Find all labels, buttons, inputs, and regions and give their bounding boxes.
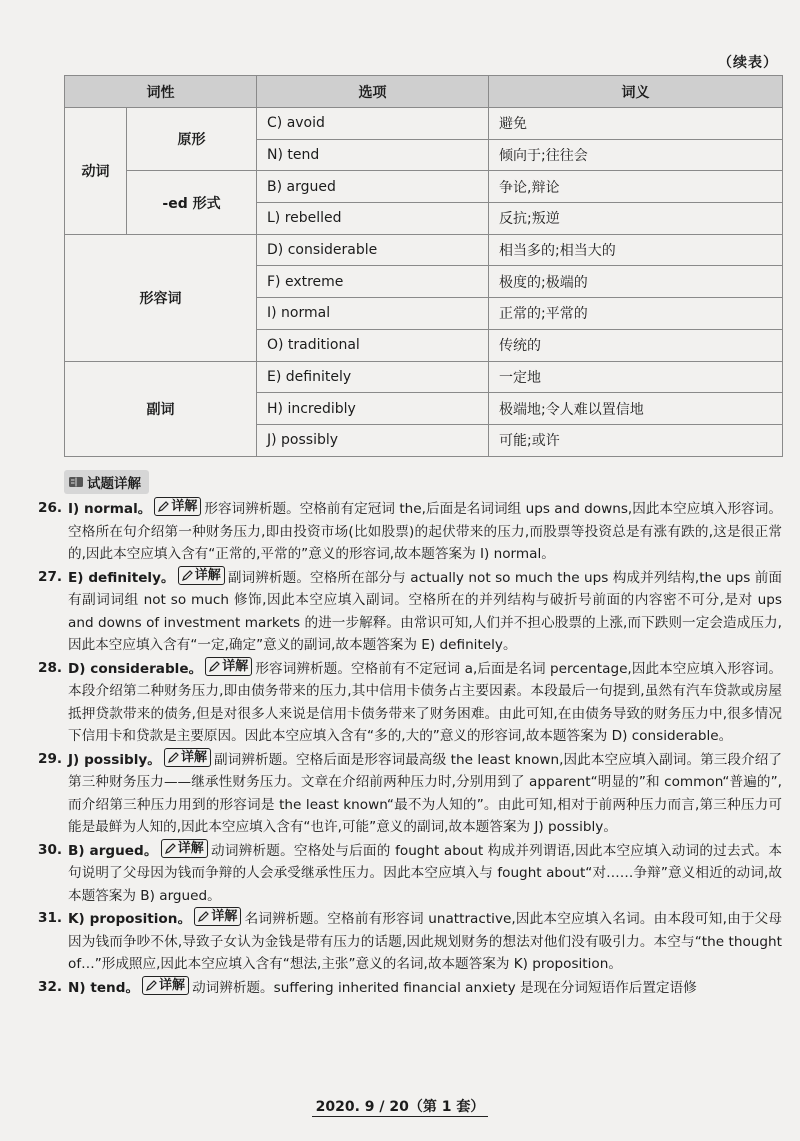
- pencil-icon: [168, 752, 179, 763]
- table-row: [65, 108, 783, 140]
- meaning-cell: 一定地: [489, 361, 783, 393]
- item-text: 名词辨析题。空格前有形容词 unattractive,因此本空应填入名词。由本段可知,由于父母因为钱而争吵不休,导致子女认为金钱是带有压力的话题,因此规划财务的想法对他们没有吸引力。本空与“the thought of…”形成照应,因此本空应填入含有“想法,主张”意义的名词,故本题答案为 K) proposition。: [68, 911, 783, 972]
- continued-label: （续表）: [718, 55, 778, 71]
- item-answer: J) possibly。: [68, 751, 161, 768]
- detail-tag: 详解: [154, 497, 201, 516]
- detail-tag: 详解: [164, 748, 211, 767]
- header-meaning: 词义: [489, 76, 783, 108]
- item-number: 29.: [38, 750, 63, 767]
- option-cell: L) rebelled: [257, 203, 489, 235]
- group-adverb: 副词: [65, 361, 257, 456]
- option-cell: N) tend: [257, 139, 489, 171]
- header-option: 选项: [257, 76, 489, 108]
- item-answer: I) normal。: [68, 501, 152, 517]
- meaning-cell: 相当多的;相当大的: [489, 234, 783, 266]
- table-header-row: [65, 76, 783, 108]
- group-adjective: 形容词: [65, 234, 257, 361]
- pencil-icon: [146, 980, 157, 991]
- option-cell: E) definitely: [257, 361, 489, 393]
- item-answer: D) considerable。: [68, 660, 203, 677]
- option-cell: I) normal: [257, 298, 489, 330]
- detail-tag: 详解: [161, 839, 208, 858]
- list-item: [38, 907, 782, 976]
- item-text: 副词辨析题。空格所在部分与 actually not so much the ups 构成并列结构,the ups 前面有副词词组 not so much 修饰,因此本空应填入副词。空格所在的并列结构与破折号前面的内容密不可分,是对 ups and downs of investment markets 的进一步解释。由常识可知,人们并不担心股票的上涨,而下跌则一定会造成压力,因此本空应填入含有“一定,确定”意义的副词,故本题答案为 E) definitely。: [68, 569, 782, 653]
- book-icon: [68, 475, 84, 489]
- item-text: 动词辨析题。suffering inherited financial anxiety 是现在分词短语作后置定语修: [192, 979, 697, 996]
- pencil-icon: [198, 911, 209, 922]
- vocabulary-table: [64, 75, 783, 457]
- table-row: [65, 234, 783, 266]
- pencil-icon: [158, 501, 169, 512]
- page-number: 2020. 9 / 20（第 1 套）: [312, 1099, 489, 1117]
- table-row: [65, 361, 783, 393]
- meaning-cell: 可能;或许: [489, 424, 783, 456]
- option-cell: H) incredibly: [257, 393, 489, 425]
- meaning-cell: 传统的: [489, 329, 783, 361]
- pencil-icon: [182, 570, 193, 581]
- detail-tag: 详解: [194, 907, 241, 926]
- list-item: [38, 657, 782, 748]
- list-item: [38, 976, 782, 1000]
- item-text: 形容词辨析题。空格前有定冠词 the,后面是名词词组 ups and downs,因此本空应填入形容词。空格所在句介绍第一种财务压力,即由投资市场(比如股票)的起伏带来的压力,而股票等投资总是有涨有跌的,这是很正常的,因此本空应填入含有“正常的,平常的”意义的形容词,故本题答案为 I) normal。: [68, 501, 782, 562]
- item-answer: B) argued。: [68, 842, 158, 859]
- detail-tag: 详解: [205, 657, 252, 676]
- option-cell: O) traditional: [257, 329, 489, 361]
- page-footer: [0, 1096, 800, 1116]
- item-number: 26.: [38, 500, 63, 516]
- meaning-cell: 争论,辩论: [489, 171, 783, 203]
- option-cell: C) avoid: [257, 108, 489, 140]
- item-number: 27.: [38, 568, 63, 585]
- list-item: [38, 566, 782, 657]
- item-number: 31.: [38, 910, 63, 926]
- group-verb: 动词: [65, 108, 127, 235]
- option-cell: D) considerable: [257, 234, 489, 266]
- header-part-of-speech: 词性: [65, 76, 257, 108]
- explanations-list: [38, 497, 782, 999]
- item-number: 30.: [38, 841, 63, 858]
- subgroup-base-form: 原形: [127, 108, 257, 171]
- pencil-icon: [209, 661, 220, 672]
- meaning-cell: 极度的;极端的: [489, 266, 783, 298]
- pencil-icon: [165, 843, 176, 854]
- item-text: 形容词辨析题。空格前有不定冠词 a,后面是名词 percentage,因此本空应填入形容词。本段介绍第二种财务压力,即由债务带来的压力,其中信用卡债务占主要因素。本段最后一句提到,虽然有汽车贷款或房屋抵押贷款带来的债务,但是对很多人来说是信用卡债务带来了财务困难。由此可知,在由债务导致的财务压力中,很多情况下信用卡和贷款是主要原因。因此本空应填入含有“多的,大的”意义的形容词,故本题答案为 D) considerable。: [68, 660, 783, 744]
- meaning-cell: 避免: [489, 108, 783, 140]
- option-cell: F) extreme: [257, 266, 489, 298]
- item-answer: E) definitely。: [68, 569, 175, 586]
- meaning-cell: 倾向于;往往会: [489, 139, 783, 171]
- item-number: 28.: [38, 659, 63, 676]
- table-row: [65, 171, 783, 203]
- section-title: 试题详解: [87, 476, 141, 492]
- list-item: [38, 497, 782, 566]
- item-text: 副词辨析题。空格后面是形容词最高级 the least known,因此本空应填入副词。第三段介绍了第三种财务压力——继承性财务压力。文章在介绍前两种压力时,分别用到了 apparent“明显的”和 common“普遍的”,而介绍第三种压力用到的形容词是 the least known“最不为人知的”。由此可知,相对于前两种压力而言,第三种压力可能是最鲜为人知的,因此本空应填入含有“也许,可能”意义的副词,故本题答案为 J) possibly。: [68, 751, 783, 835]
- list-item: [38, 839, 782, 908]
- meaning-cell: 极端地;令人难以置信地: [489, 393, 783, 425]
- section-heading: [64, 470, 149, 494]
- meaning-cell: 反抗;叛逆: [489, 203, 783, 235]
- subgroup-ed-form: -ed 形式: [127, 171, 257, 234]
- detail-tag: 详解: [142, 976, 189, 995]
- item-answer: N) tend。: [68, 979, 140, 996]
- item-text: 动词辨析题。空格处与后面的 fought about 构成并列谓语,因此本空应填入动词的过去式。本句说明了父母因为钱而争辩的人会承受继承性压力。因此本空应填入与 fought about“对……争辩”意义相近的动词,故本题答案为 B) argued。: [68, 842, 783, 904]
- item-number: 32.: [38, 978, 63, 995]
- item-answer: K) proposition。: [68, 911, 192, 927]
- option-cell: J) possibly: [257, 424, 489, 456]
- meaning-cell: 正常的;平常的: [489, 298, 783, 330]
- option-cell: B) argued: [257, 171, 489, 203]
- list-item: [38, 748, 782, 839]
- detail-tag: 详解: [178, 566, 225, 585]
